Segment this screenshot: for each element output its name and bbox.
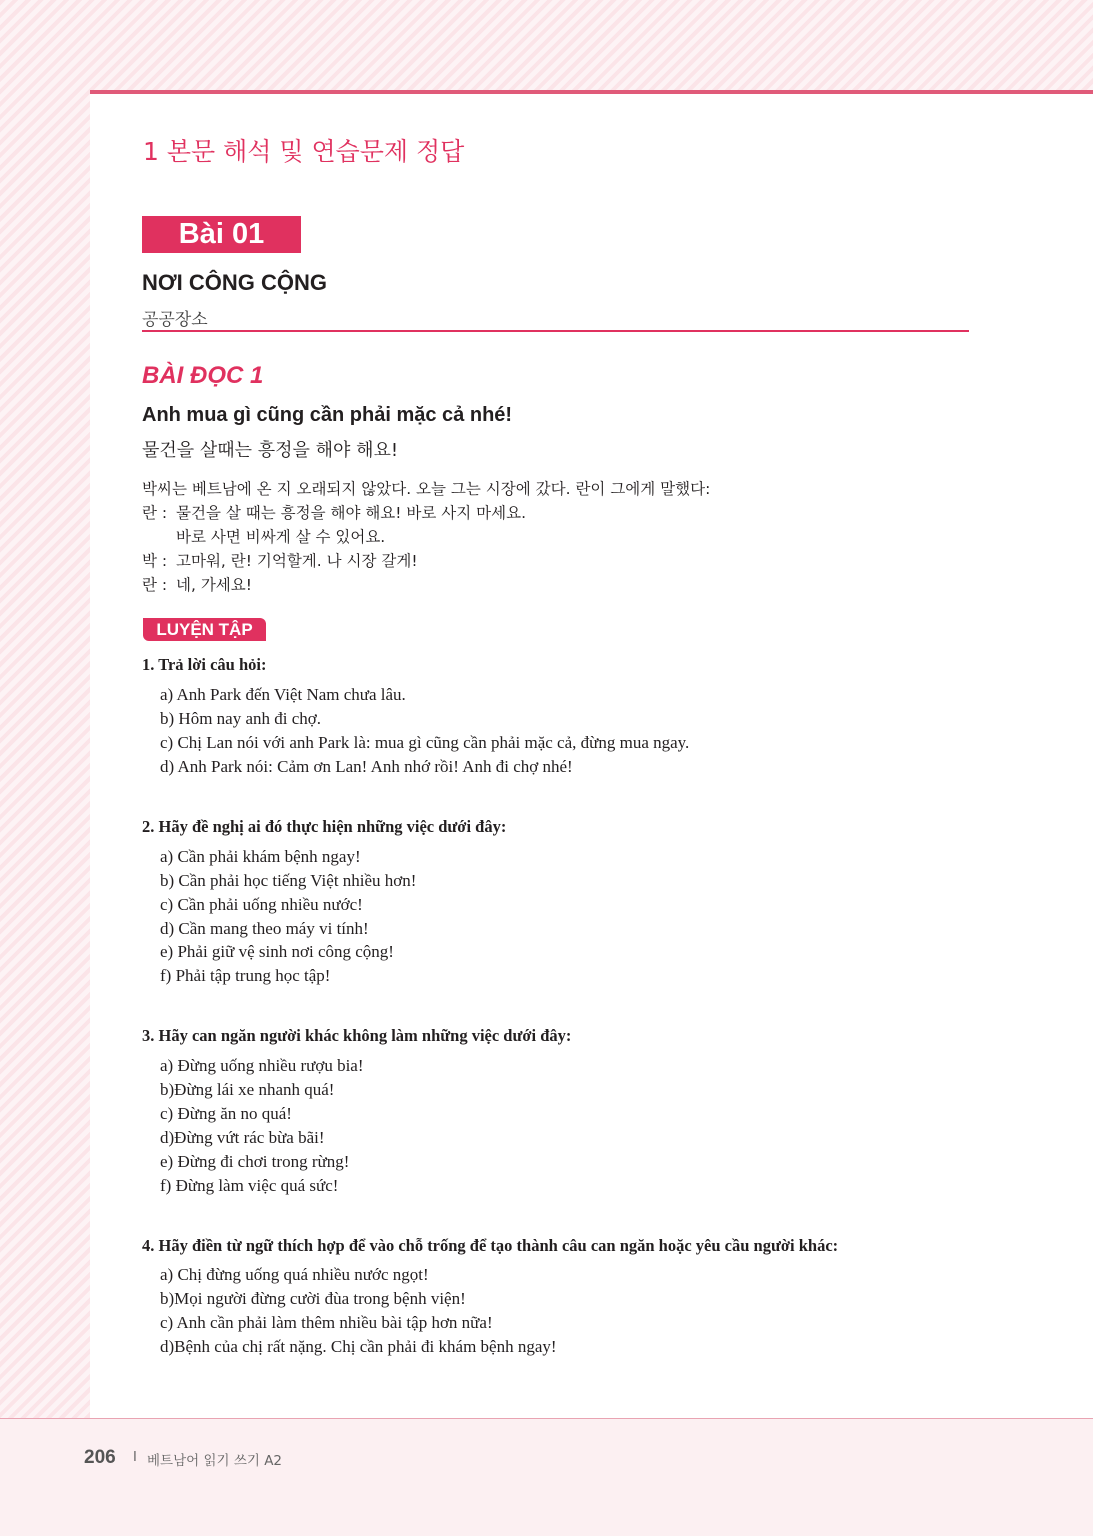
exercise-heading: 4. Hãy điền từ ngữ thích hợp để vào chỗ trống để tạo thành câu can ngăn hoặc yêu cầu người khác: (142, 1236, 839, 1255)
exercise-answer: b) Hôm nay anh đi chợ. (160, 709, 322, 728)
footer-separator: I (133, 1450, 137, 1465)
exercise-answer: c) Đừng ăn no quá! (160, 1104, 292, 1123)
exercise-answer: a) Chị đừng uống quá nhiều nước ngọt! (160, 1265, 429, 1284)
exercise-answer: b)Mọi người đừng cười đùa trong bệnh viện! (160, 1289, 466, 1308)
dialogue-line (142, 525, 385, 547)
dialogue-line (142, 573, 252, 595)
dialogue-line (142, 501, 526, 523)
reading-intro: 박씨는 베트남에 온 지 오래되지 않았다. 오늘 그는 시장에 갔다. 란이 그에게 말했다: (142, 480, 711, 498)
exercise-answer: b) Cần phải học tiếng Việt nhiều hơn! (160, 871, 417, 890)
exercise-answer: f) Đừng làm việc quá sức! (160, 1176, 339, 1195)
reading-title: BÀI ĐỌC 1 (142, 362, 264, 389)
exercise-answer: d) Anh Park nói: Cảm ơn Lan! Anh nhớ rồi! Anh đi chợ nhé! (160, 757, 573, 776)
book-title: 베트남어 읽기 쓰기 A2 (147, 1453, 283, 1469)
exercise-answer: d) Cần mang theo máy vi tính! (160, 919, 369, 938)
dialogue-line (142, 549, 418, 571)
reading-heading-ko: 물건을 살때는 흥정을 해야 해요! (142, 440, 399, 461)
dialogue-speaker: 박 : (142, 552, 168, 570)
exercise-answer: f) Phải tập trung học tập! (160, 966, 331, 985)
practice-badge: LUYỆN TẬP (143, 618, 266, 641)
lesson-title: NƠI CÔNG CỘNG (142, 270, 327, 295)
dialogue-text: 네, 가세요! (176, 576, 252, 594)
exercise-answer: d)Đừng vứt rác bừa bãi! (160, 1128, 325, 1147)
lesson-badge: Bài 01 (142, 216, 301, 253)
exercise-heading: 2. Hãy đề nghị ai đó thực hiện những việc dưới đây: (142, 817, 507, 836)
section-title: 1 본문 해석 및 연습문제 정답 (143, 137, 465, 166)
divider (142, 330, 969, 332)
page-number: 206 (84, 1447, 116, 1468)
exercise-answer: c) Cần phải uống nhiều nước! (160, 895, 363, 914)
dialogue-text: 바로 사면 비싸게 살 수 있어요. (176, 528, 386, 546)
exercise-answer: c) Anh cần phải làm thêm nhiều bài tập hơn nữa! (160, 1313, 493, 1332)
reading-heading-vi: Anh mua gì cũng cần phải mặc cả nhé! (142, 404, 513, 426)
exercise-answer: c) Chị Lan nói với anh Park là: mua gì cũng cần phải mặc cả, đừng mua ngay. (160, 733, 690, 752)
exercise-heading: 3. Hãy can ngăn người khác không làm những việc dưới đây: (142, 1026, 572, 1045)
lesson-subtitle: 공공장소 (142, 310, 208, 330)
exercise-heading: 1. Trả lời câu hỏi: (142, 655, 267, 674)
exercise-answer: a) Cần phải khám bệnh ngay! (160, 847, 361, 866)
dialogue-speaker: 란 : (142, 504, 168, 522)
exercise-answer: a) Đừng uống nhiều rượu bia! (160, 1056, 364, 1075)
exercise-answer: e) Phải giữ vệ sinh nơi công cộng! (160, 942, 394, 961)
dialogue-text: 물건을 살 때는 흥정을 해야 해요! 바로 사지 마세요. (176, 504, 527, 522)
page-footer (0, 1418, 1093, 1536)
dialogue-text: 고마워, 란! 기억할게. 나 시장 갈게! (176, 552, 418, 570)
dialogue-speaker: 란 : (142, 576, 168, 594)
exercise-answer: d)Bệnh của chị rất nặng. Chị cần phải đi khám bệnh ngay! (160, 1337, 557, 1356)
exercise-answer: a) Anh Park đến Việt Nam chưa lâu. (160, 685, 406, 704)
exercise-answer: b)Đừng lái xe nhanh quá! (160, 1080, 335, 1099)
exercise-answer: e) Đừng đi chơi trong rừng! (160, 1152, 350, 1171)
